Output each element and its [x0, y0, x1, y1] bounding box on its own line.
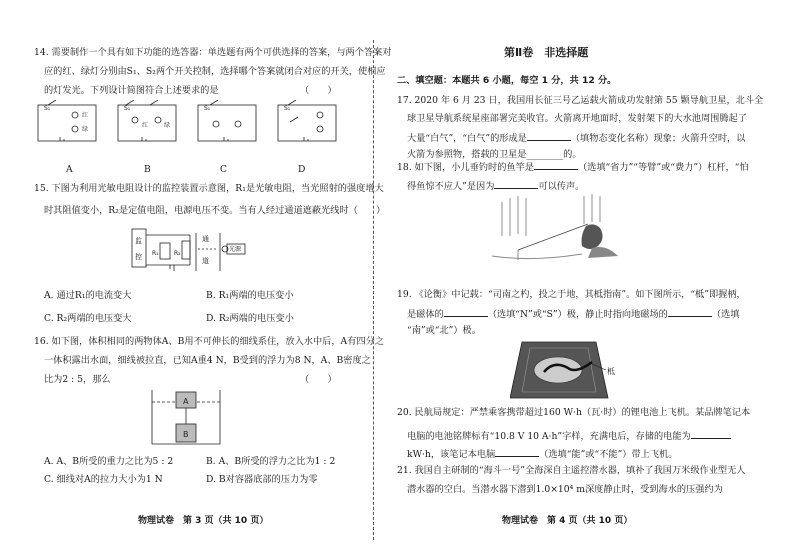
- q16-line2: 一体积露出水面，细线被拉直，已知A重4 N，B受到的浮力为8 N，A、B密度之: [44, 355, 371, 366]
- q16-line3: 比为2 : 5，那么: [44, 374, 111, 385]
- q20-line3: kW·h，该笔记本电脑 （选填“能”或“不能”）带上飞机。: [407, 449, 678, 460]
- q14-fig-d-s1: S₁: [284, 105, 291, 112]
- q14-fig-b-green-label: 绿: [164, 122, 171, 129]
- q19-blank-1[interactable]: [444, 307, 488, 317]
- q14-fig-c-s1: S₁: [204, 105, 211, 112]
- q15-fig-dao: 道: [202, 257, 209, 265]
- q17-line2: 球卫星导航系统星座部署完美收官。火箭离开地面时，发射架下的大水池周围腾起了: [407, 113, 747, 124]
- q14-option-a: A: [66, 164, 73, 175]
- q15-option-b: B. R₁两端的电压变小: [206, 290, 294, 301]
- part2-heading: 二、填空题：本题共 6 小题，每空 1 分，共 12 分。: [397, 75, 617, 86]
- q16-option-d: D. B对容器底部的压力为零: [206, 474, 318, 485]
- q15-fig-kong: 控: [135, 253, 142, 261]
- q15-line2: 时其阻值变小，R₂是定值电阻，电源电压不变。当有人经过通道遮蔽光线时（ ）: [44, 205, 386, 216]
- q17-line4: 火箭为参照物，搭载的卫星是________的。: [407, 149, 582, 160]
- q15-fig-r1: R₁: [152, 250, 159, 257]
- q18-blank-1[interactable]: [534, 160, 578, 170]
- q19-line2: 是磁体的 （选填“N”或“S”）极，静止时指向地磁场的 （选填: [407, 309, 740, 320]
- q14-fig-b-s1: S₁: [124, 105, 131, 112]
- q15-fig-jian: 监: [135, 237, 142, 245]
- q18-line1: 18. 如下图，小儿垂钓时的鱼竿是 （选填“省力”“等臂”或“费力”）杠杆，“怕: [397, 162, 749, 173]
- q16-container-diagram: [148, 386, 224, 448]
- q14-fig-a-red-label: 红: [82, 112, 89, 119]
- q15-monitor-diagram: [130, 225, 250, 273]
- q19-blank-2[interactable]: [668, 307, 712, 317]
- q14-line3: 的灯发光。下列设计简图符合上述要求的是: [44, 85, 219, 96]
- q21-line2: 潜水器的空白。当潜水器下潜到1.0×10⁴ m深度静止时，受到海水的压强约为: [407, 484, 723, 495]
- q14-option-b: B: [144, 164, 151, 175]
- q17-blank-1[interactable]: [527, 131, 571, 141]
- q14-option-c: C: [220, 164, 228, 175]
- q14-line2: 应的红、绿灯分别由S₁、S₂两个开关控制，选择哪个答案就闭合对应的开关，使相应: [44, 66, 386, 77]
- q15-fig-r2: R₂: [174, 250, 181, 257]
- q14-option-d: D: [298, 164, 306, 175]
- q16-line1: 16. 如下图，体积相同的两物体A、B用不可伸长的细线系住，放入水中后，A有四分之: [34, 336, 384, 347]
- q14-answer-paren: （ ）: [300, 85, 337, 96]
- q20-line1: 20. 民航局规定：严禁乘客携带超过160 W·h（瓦·时）的锂电池上飞机。某品牌笔记本: [397, 407, 751, 418]
- q20-line2: 电脑的电池铭牌标有“10.8 V 10 A·h”字样，充满电后，存储的电能为: [407, 429, 731, 443]
- q15-fig-tong: 通: [202, 235, 209, 243]
- q15-fig-light-source: 光源: [229, 246, 242, 253]
- q15-option-c: C. R₂两端的电压变大: [44, 313, 132, 324]
- q15-option-a: A. 通过R₁的电流变大: [44, 290, 132, 301]
- q14-fig-b-red-label: 红: [142, 122, 149, 129]
- q21-line1: 21. 我国自主研制的“海斗一号”全海深自主遥控潜水器，填补了我国万米级作业型无人: [397, 465, 746, 476]
- q18-line2: 得鱼惊不应人”是因为 可以传声。: [407, 181, 585, 192]
- section-title: 第Ⅱ卷 非选择题: [504, 46, 589, 59]
- q15-line1: 15. 下图为利用光敏电阻设计的监控装置示意图，R₁是光敏电阻，当光照射的强度增大: [34, 183, 384, 194]
- q16-option-a: A. A、B所受的重力之比为5 : 2: [44, 456, 174, 467]
- q16-fig-block-b: B: [183, 430, 189, 439]
- q18-blank-2[interactable]: [494, 179, 538, 189]
- q16-option-c: C. 细线对A的拉力大小为1 N: [44, 474, 163, 485]
- q15-option-d: D. R₂两端的电压变小: [206, 313, 294, 324]
- right-page-footer: 物理试卷 第 4 页（共 10 页）: [502, 516, 633, 526]
- q17-line3: 大量“白气”，“白气”的形成是 （填物态变化名称）现象；火箭升空时，以: [407, 133, 746, 144]
- q19-fig-di-label: 柢: [607, 367, 615, 376]
- q14-fig-a-s1: S₁: [44, 105, 51, 112]
- q18-fishing-child-painting: [488, 190, 620, 264]
- q14-line1: 14. 需要制作一个具有如下功能的选答器：单选题有两个可供选择的答案，与两个答案对: [34, 47, 392, 58]
- q14-circuit-diagrams: [30, 100, 350, 150]
- q19-sinan-compass-figure: [510, 338, 620, 402]
- q19-line1: 19. 《论衡》中记载：“司南之杓，投之于地，其柢指南”。如下图所示，“柢”即握柄，: [397, 289, 746, 300]
- q16-answer-paren: （ ）: [300, 374, 337, 385]
- q16-fig-block-a: A: [183, 397, 189, 406]
- column-divider: [373, 40, 374, 540]
- left-page-footer: 物理试卷 第 3 页（共 10 页）: [138, 516, 269, 526]
- q19-line3: “南”或“北”）极。: [407, 325, 481, 336]
- q20-blank-1[interactable]: [691, 429, 731, 439]
- q17-line1: 17. 2020 年 6 月 23 日，我国用长征三号乙运载火箭成功发射第 55 颗导航卫星，北斗全: [397, 95, 764, 106]
- q16-option-b: B. A、B所受的浮力之比为1 : 2: [206, 456, 336, 467]
- q20-blank-2[interactable]: [495, 447, 539, 457]
- q14-fig-a-green-label: 绿: [82, 126, 89, 133]
